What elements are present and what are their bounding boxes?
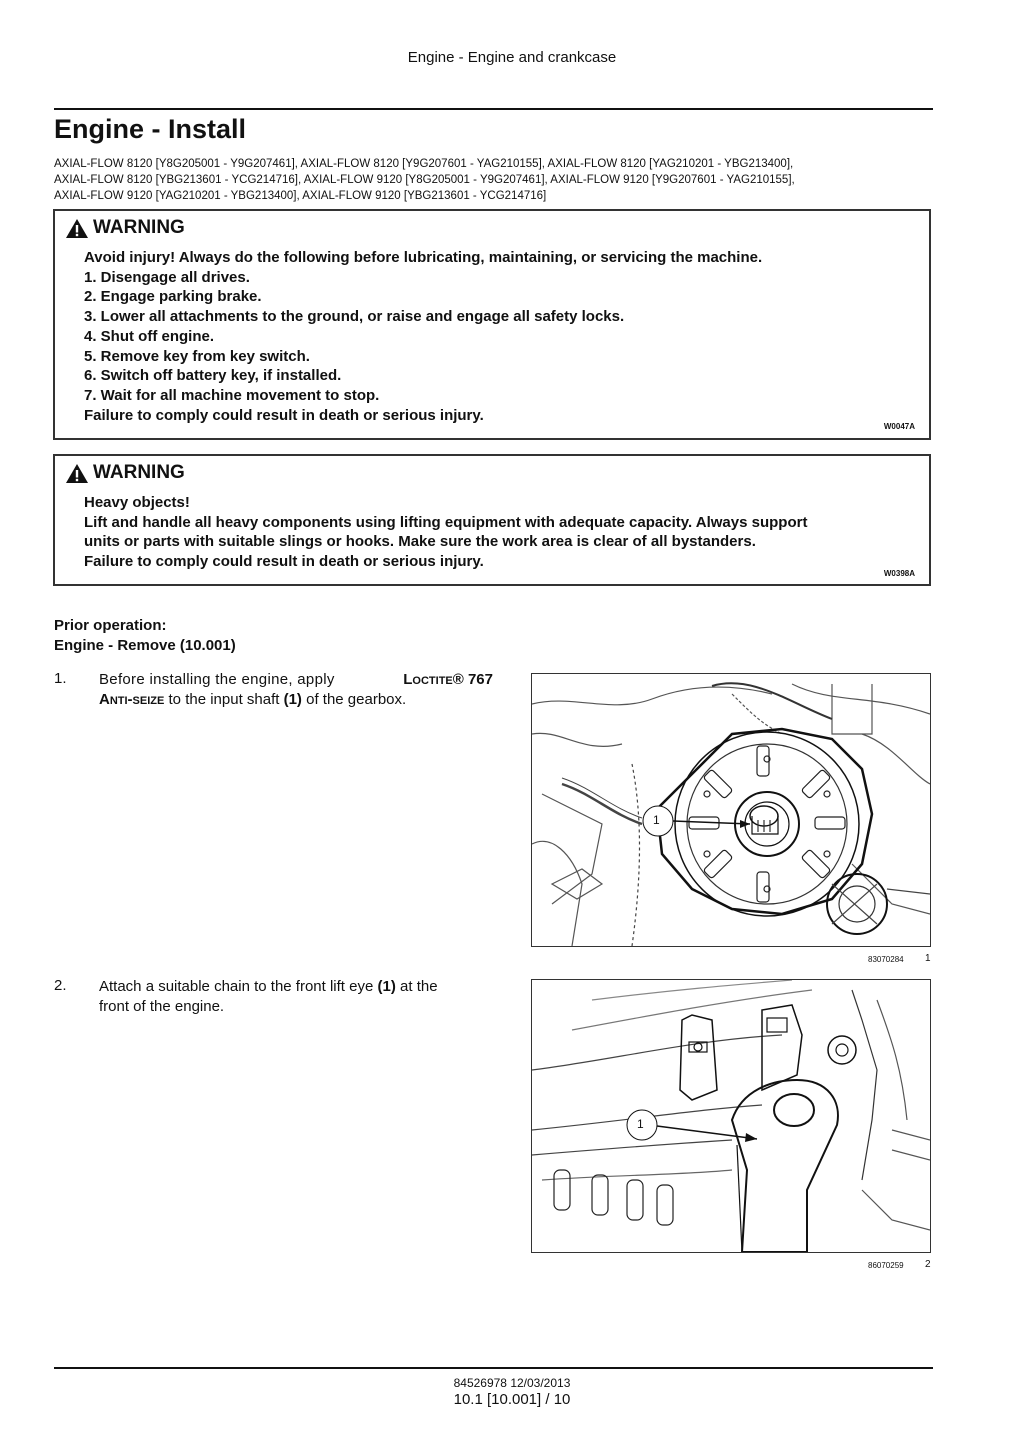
callout-ref: (1) [283,691,302,708]
page-title: Engine - Install [54,114,247,144]
figure-code: 86070259 [868,1261,904,1270]
figure-callout-label: 1 [637,1117,644,1131]
footer-rule [54,1367,933,1369]
gearbox-illustration [532,674,930,946]
lift-eye-illustration [532,980,930,1252]
warning-line: Failure to comply could result in death or serious injury. [84,553,484,571]
figure-front-lift-eye [531,979,931,1253]
warning-box-heavy-objects [53,454,931,586]
prior-operation-label: Prior operation: [54,617,167,634]
footer-page-reference: 10.1 [10.001] / 10 [453,1391,571,1408]
step-text-segment: Attach a suitable chain to the front lift eye [99,978,378,995]
warning-code: W0398A [883,569,915,578]
warning-line: Lift and handle all heavy components using lifting equipment with adequate capacity. Always support [84,513,808,531]
step-1-text [99,670,493,710]
applicability-list [54,156,934,204]
warning-line: Heavy objects! [84,494,190,511]
running-header: Engine - Engine and crankcase [407,49,617,66]
warning-line: 1. Disengage all drives. [84,268,250,286]
warning-box-general [53,209,931,440]
figure-gearbox-input-shaft [531,673,931,947]
applicability-line: AXIAL-FLOW 9120 [YAG210201 - YBG213400], AXIAL-FLOW 9120 [YBG213601 - YCG214716] [54,190,547,202]
prior-operation-link[interactable]: Engine - Remove (10.001) [54,637,236,654]
warning-line: Failure to comply could result in death or serious injury. [84,406,484,424]
applicability-line: AXIAL-FLOW 8120 [Y8G205001 - Y9G207461], AXIAL-FLOW 8120 [Y9G207601 - YAG210155], AXIAL-FLOW 8120 [YAG210201 - YBG213400], [54,158,794,170]
figure-number: 2 [925,1259,931,1270]
warning-line: Avoid injury! Always do the following before lubricating, maintaining, or servicing the machine. [84,249,763,266]
step-number: 1. [54,670,67,687]
prior-operation [54,616,236,656]
callout-ref: (1) [377,978,396,995]
warning-line: 7. Wait for all machine movement to stop. [84,386,380,404]
warning-line: 5. Remove key from key switch. [84,347,310,365]
warning-code: W0047A [883,422,915,431]
step-number: 2. [54,977,67,994]
warning-line: 2. Engage parking brake. [84,288,262,306]
warning-line: 4. Shut off engine. [84,327,214,345]
warning-line: 6. Switch off battery key, if installed. [84,367,342,385]
step-text-segment: of the gearbox. [301,691,407,708]
warning-triangle-icon [65,463,89,484]
step-2-text [99,977,493,1017]
header-rule [54,108,933,110]
warning-triangle-icon [65,218,89,239]
figure-callout-label: 1 [653,813,660,827]
footer-document-id: 84526978 12/03/2013 [453,1376,571,1390]
warning-heading [65,462,185,484]
step-text-segment: front of the engine. [99,998,225,1015]
step-text-segment: to the input shaft [164,691,284,708]
figure-number: 1 [925,953,931,964]
step-text-segment: at the [395,978,438,995]
product-name: Loctite® 767 [403,671,493,688]
product-name-cont: Anti-seize [99,691,165,708]
applicability-line: AXIAL-FLOW 8120 [YBG213601 - YCG214716], AXIAL-FLOW 9120 [Y8G205001 - Y9G207461], AXIAL-FLOW 9120 [Y9G207601 - YAG210155], [54,174,795,186]
warning-heading [65,217,185,239]
warning-line: 3. Lower all attachments to the ground, or raise and engage all safety locks. [84,308,625,326]
warning-body [84,493,807,572]
warning-line: units or parts with suitable slings or hooks. Make sure the work area is clear of all bystanders. [84,533,756,551]
figure-code: 83070284 [868,955,904,964]
warning-body [84,248,762,425]
warning-heading-text: WARNING [93,462,185,483]
warning-heading-text: WARNING [93,217,185,238]
step-text-segment: Before installing the engine, apply [99,671,340,688]
